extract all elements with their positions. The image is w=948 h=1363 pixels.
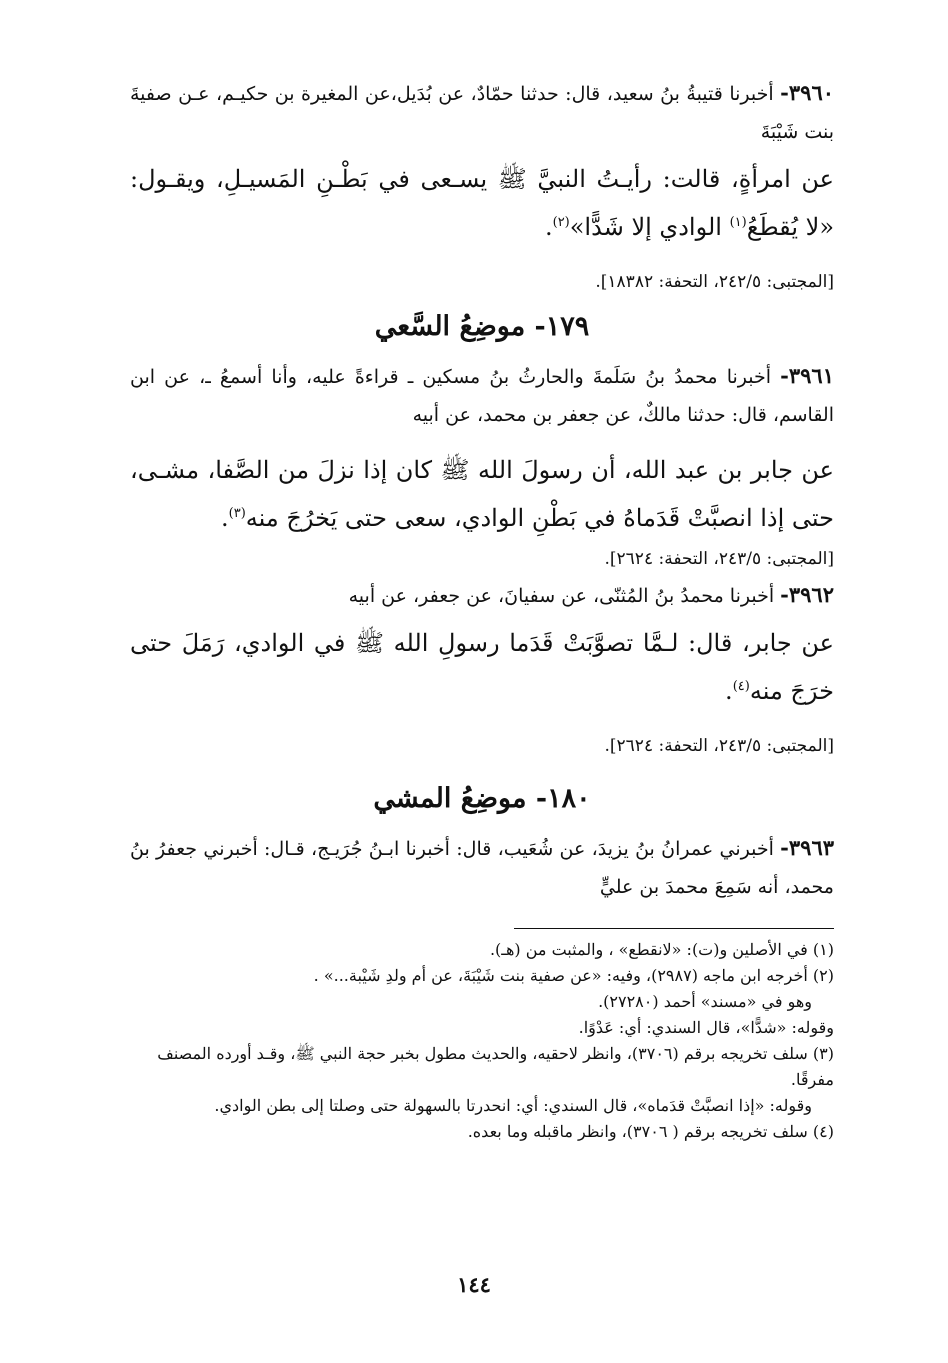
footnote-separator: [514, 928, 834, 929]
reference-3961: [المجتبى: ٢٤٣/٥، التحفة: ٢٦٢٤].: [604, 549, 834, 569]
matn-close: .: [544, 213, 553, 241]
isnad-3960: [130, 74, 834, 151]
chapter-heading-179: ١٧٩- موضِعُ السَّعي: [374, 311, 590, 342]
matn-text: عن جابر بن عبد الله، أن رسولَ الله ﷺ كان إذا نزلَ من الصَّفا، مشـى، حتى إذا انصبَّتْ قَدَماهُ في بَطْنِ الوادي، سعى حتى يَخرُجَ منه: [130, 456, 834, 532]
footnote-1: (١) في الأصلين و(ت): «لانقطع» ، والمثبت من (هـ).: [489, 940, 834, 959]
matn-close: .: [221, 504, 229, 532]
hadith-3961: [130, 357, 834, 572]
hadith-3960: [130, 74, 834, 295]
footnote-2-note: وقوله: «شدًّا»، قال السندي: أي: عَدْوًا.: [578, 1018, 834, 1037]
matn-close: .: [725, 677, 733, 705]
isnad-text: أخبرنا قتيبةُ بنُ سعيد، قال: حدثنا حمّادٌ، عن بُدَيل،عن المغيرة بن حكيـم، عـن صفيةَ بنت شَيْبَةَ: [130, 83, 834, 143]
matn-text-end: الوادي إلا شَدًّا»: [569, 213, 730, 241]
hadith-number: ٣٩٦٣-: [780, 835, 835, 860]
hadith-number: ٣٩٦٢-: [780, 582, 834, 607]
matn-3961: [130, 448, 834, 540]
isnad-text: أخبرني عمرانُ بنُ يزيدَ، عن شُعَيب، قال: أخبرنا ابـنُ جُرَيـج، قـال: أخبرني جعفرُ بنُ محمد، أنه سَمِعَ محمدَ بن عليٍّ: [130, 838, 834, 898]
footnotes: [130, 937, 834, 1145]
hadith-3963: [130, 829, 834, 906]
footnote-2-continued: وهو في «مسند» أحمد (٢٧٢٨٠).: [598, 992, 812, 1011]
hadith-number: ٣٩٦٠-: [780, 80, 835, 105]
isnad-3961: [130, 357, 834, 434]
footnote-marker[interactable]: (٢): [552, 215, 570, 230]
footnote-3-note: وقوله: «إذا انصبَّتْ قدَماه»، قال السندي: أي: انحدرتا بالسهولة حتى وصلتا إلى بطن الوادي.: [214, 1096, 812, 1115]
reference-3962: [المجتبى: ٢٤٣/٥، التحفة: ٢٦٢٤].: [604, 736, 834, 756]
hadith-number: ٣٩٦١-: [780, 363, 834, 388]
footnote-marker[interactable]: (٣): [228, 506, 246, 521]
matn-3960: [130, 157, 834, 249]
matn-text: عن جابر، قال: لـمَّا تصوَّبَتْ قَدَما رسولِ الله ﷺ في الوادي، رَمَلَ حتى خرَجَ منه: [130, 629, 834, 705]
isnad-text: أخبرنا محمدُ بنُ سَلَمةَ والحارثُ بنُ مسكين ـ قراءةً عليه، وأنا أسمعُ ـ، عن ابن القاسم، قال: حدثنا مالكٌ، عن جعفر بن محمد، عن أبيه: [130, 366, 834, 426]
reference-3960: [المجتبى: ٢٤٢/٥، التحفة: ١٨٣٨٢].: [595, 272, 834, 292]
footnote-marker[interactable]: (٤): [732, 679, 750, 694]
chapter-heading-180: ١٨٠- موضِعُ المشي: [373, 783, 591, 814]
isnad-3962: [130, 576, 834, 615]
hadith-3962: [130, 576, 834, 759]
footnote-4: (٤) سلف تخريجه برقم ( ٣٧٠٦)، وانظر ماقبله وما بعده.: [467, 1122, 834, 1141]
page-number: ١٤٤: [457, 1272, 491, 1297]
footnote-2: (٢) أخرجه ابن ماجه (٢٩٨٧)، وفيه: «عن صفية بنت شَيْبَةَ، عن أم ولدِ شَيْبة...» .: [313, 966, 834, 985]
matn-3962: [130, 621, 834, 713]
matn-text: عن امرأةٍ، قالت: رأيـتُ النبيَّ ﷺ يسـعى في بَطْـنِ المَسيـلِ، ويقـول: «لا يُقطَعُ: [130, 165, 834, 241]
footnote-3: (٣) سلف تخريجه برقم (٣٧٠٦)، وانظر لاحقيه، والحديث مطول بخبر حجة النبي ﷺ، وقـد أورده المصنف مفرقًا.: [157, 1044, 834, 1089]
isnad-3963: [130, 829, 834, 906]
isnad-text: أخبرنا محمدُ بنُ المُثنّى، عن سفيانَ، عن جعفر، عن أبيه: [348, 585, 775, 607]
footnote-marker[interactable]: (١): [729, 215, 747, 230]
